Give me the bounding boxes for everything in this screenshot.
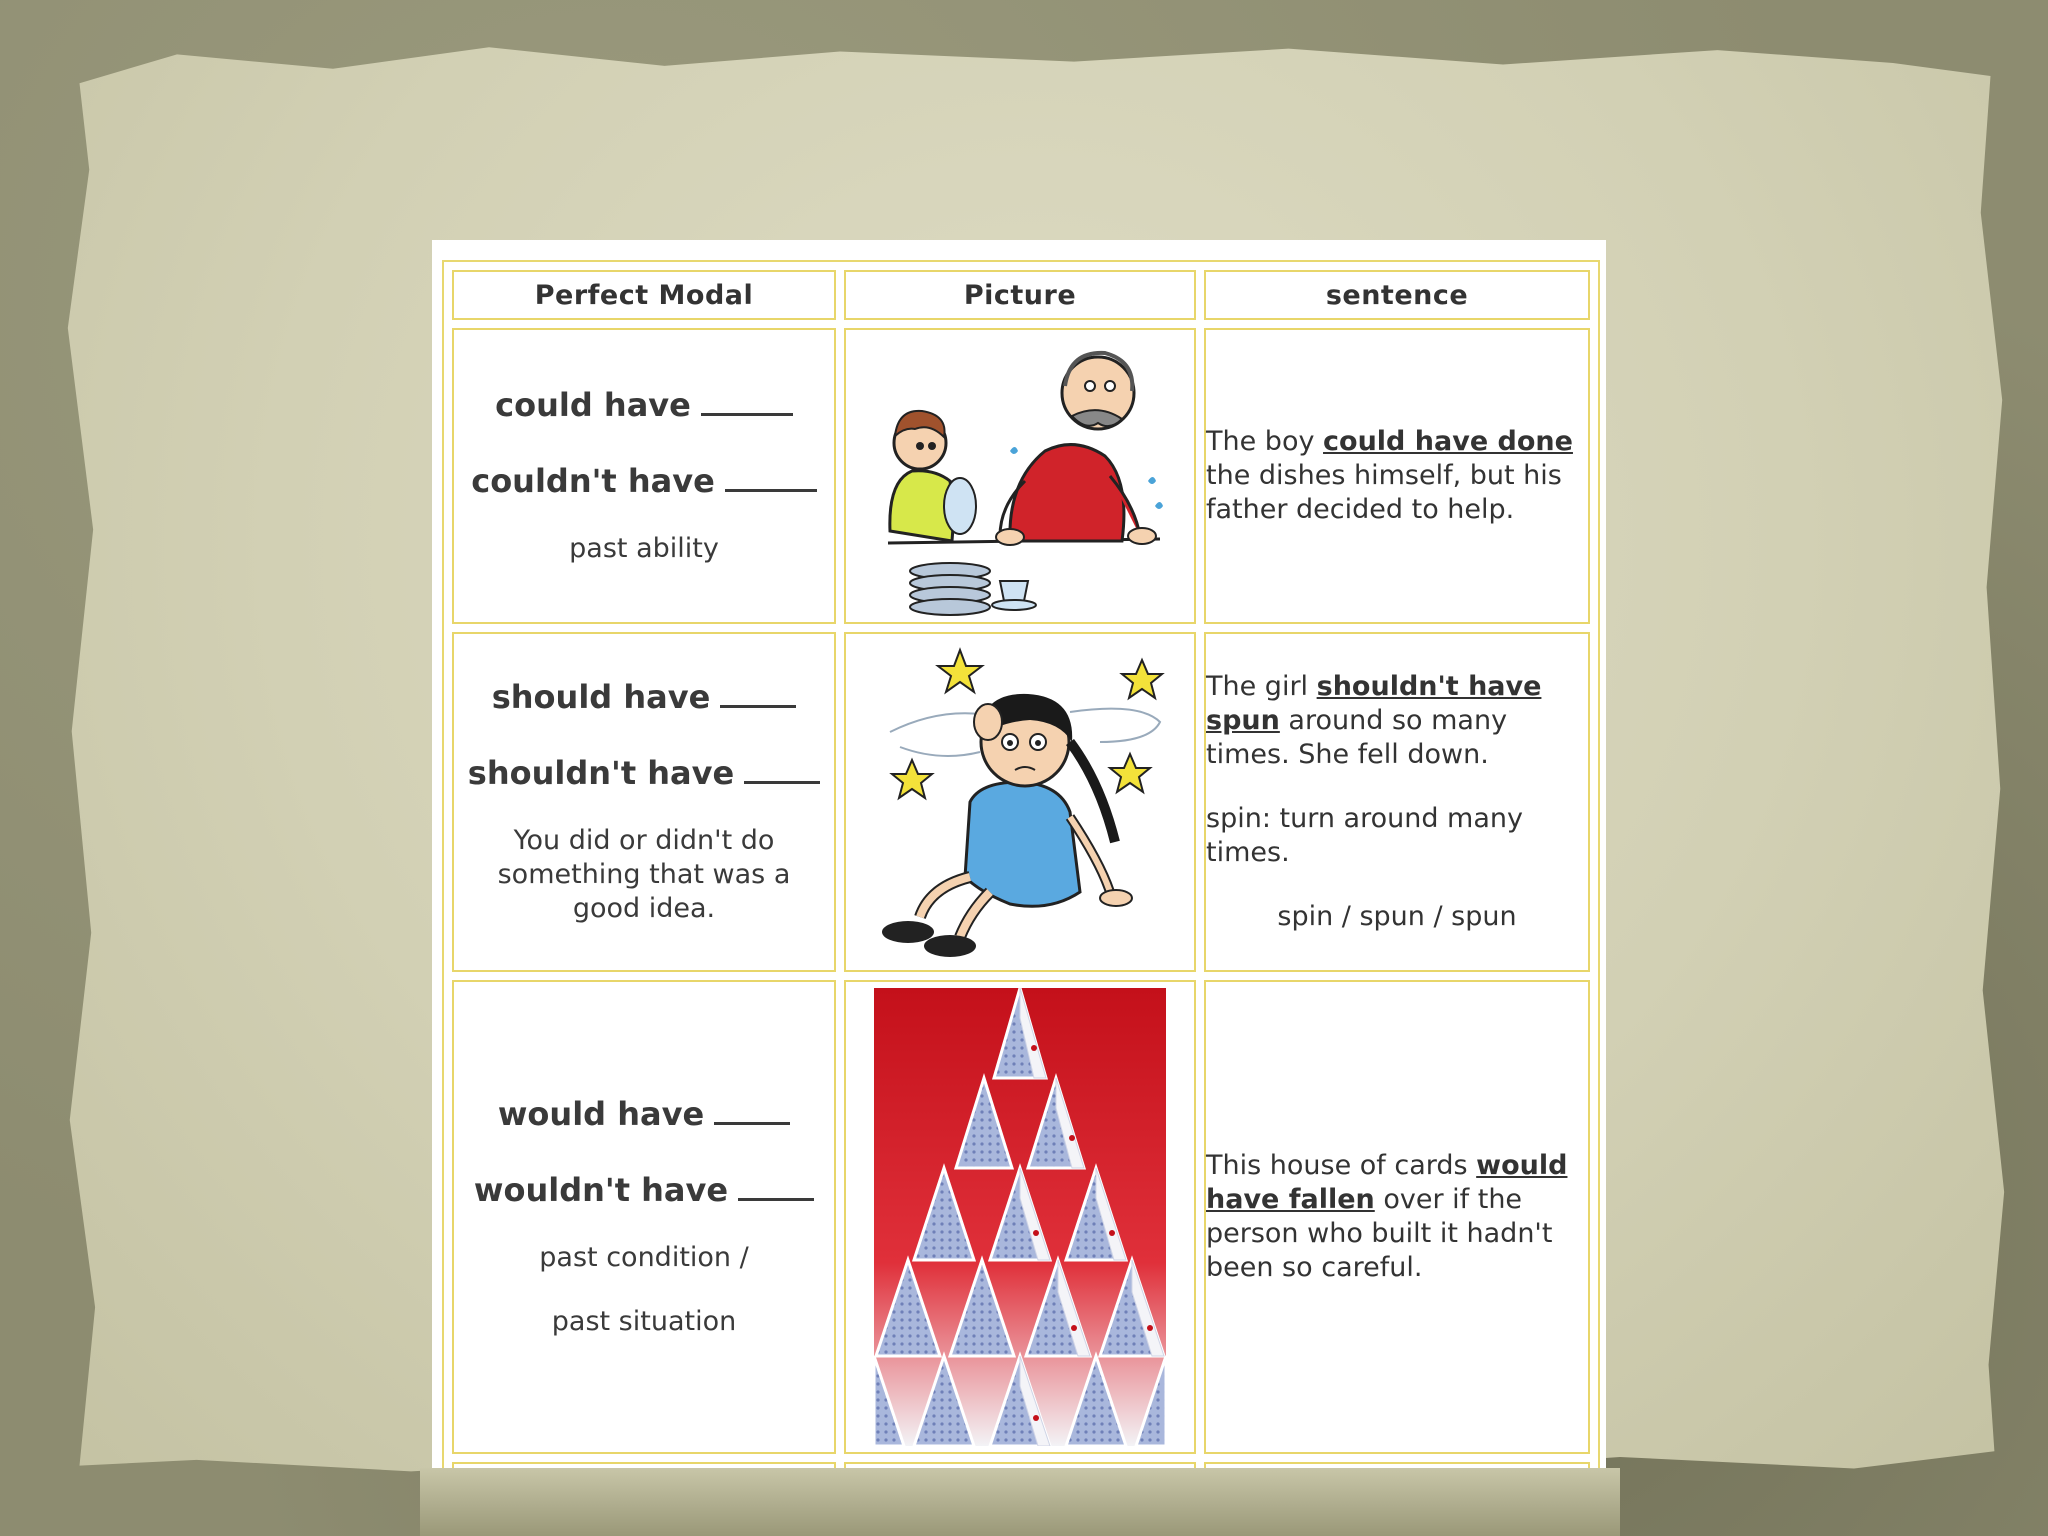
- modal-form-text: couldn't have: [471, 462, 715, 500]
- modal-meaning: past condition /: [539, 1242, 749, 1273]
- blank-line: [714, 1122, 790, 1125]
- picture-cell: [844, 632, 1196, 972]
- modal-cell: [452, 328, 836, 624]
- table-row: [452, 328, 1590, 624]
- sentence-cell: [1204, 632, 1590, 972]
- sentence-text: The girl: [1206, 671, 1317, 702]
- blank-line: [744, 781, 820, 784]
- sentence-cell: [1204, 980, 1590, 1454]
- modal-form-text: would have: [497, 1095, 705, 1133]
- table-header-row: [452, 270, 1590, 320]
- modal-form: [454, 1095, 834, 1133]
- modal-cell: [452, 980, 836, 1454]
- modal-form-negative: [454, 462, 834, 500]
- modal-form: [454, 386, 834, 424]
- perfect-modals-table: [442, 260, 1600, 1532]
- table-row: [452, 632, 1590, 972]
- picture-cell: [844, 980, 1196, 1454]
- modal-meaning: past situation: [551, 1306, 737, 1337]
- table-row: [452, 980, 1590, 1454]
- sentence-text: the dishes himself, but his father decided to help.: [1206, 460, 1562, 525]
- sentence-text: The boy: [1206, 426, 1324, 457]
- modal-form-text: should have: [491, 678, 711, 716]
- modal-form-negative: [454, 1171, 834, 1209]
- dizzy-girl-illustration: [860, 642, 1180, 962]
- sentence-text: around so many times. She fell down.: [1206, 705, 1508, 770]
- sentence-modal-phrase: would have fallen: [1206, 1150, 1568, 1215]
- modal-form: [454, 678, 834, 716]
- modal-form-text: could have: [495, 386, 691, 424]
- document-panel: [432, 240, 1606, 1470]
- sentence-modal-phrase: shouldn't have spun: [1206, 671, 1542, 736]
- header-sentence: sentence: [1204, 270, 1590, 320]
- sentence-paragraph: [1206, 670, 1588, 772]
- house-of-cards-photo: [874, 988, 1166, 1446]
- modal-form-text: shouldn't have: [467, 754, 735, 792]
- modal-meaning: You did or didn't do something that was a good idea.: [497, 825, 791, 924]
- blank-line: [720, 705, 796, 708]
- modal-form-negative: [454, 754, 834, 792]
- sentence-text: over if the person who built it hadn't been so careful.: [1206, 1184, 1553, 1283]
- picture-cell: [844, 328, 1196, 624]
- modal-form-text: wouldn't have: [473, 1171, 729, 1209]
- boy-washing-dishes-with-father-illustration: [860, 331, 1180, 621]
- modal-cell: [452, 632, 836, 972]
- blank-line: [725, 489, 817, 492]
- verb-forms: spin / spun / spun: [1277, 901, 1517, 932]
- blank-line: [701, 413, 793, 416]
- blank-line: [738, 1198, 814, 1201]
- sentence-cell: [1204, 328, 1590, 624]
- verb-definition: spin: turn around many times.: [1206, 803, 1523, 868]
- header-picture: Picture: [844, 270, 1196, 320]
- paper-bottom-overlay: [420, 1468, 1620, 1536]
- sentence-modal-phrase: could have done: [1323, 426, 1573, 457]
- sentence-text: This house of cards: [1206, 1150, 1477, 1181]
- modal-meaning: past ability: [569, 533, 719, 564]
- header-perfect-modal: Perfect Modal: [452, 270, 836, 320]
